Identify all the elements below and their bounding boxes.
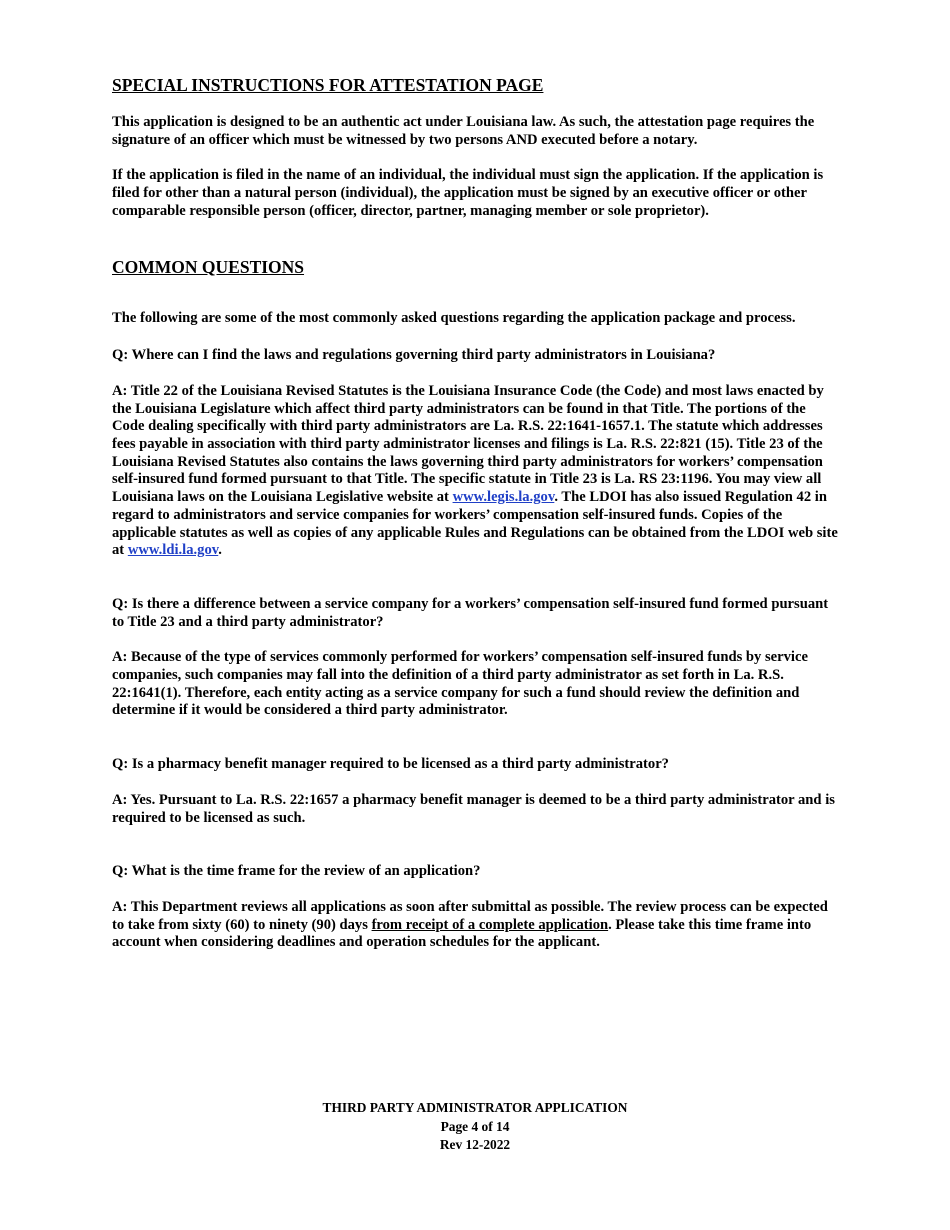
legis-website-link[interactable]: www.legis.la.gov (452, 489, 555, 506)
answer-4-text-a: A: This Department reviews all applications as soon after submittal as possible. The review process can be expected to take from sixty (60) to ninety (90) days (112, 898, 828, 933)
complete-application-emphasis: from receipt of a complete application (371, 916, 609, 933)
answer-3: A: Yes. Pursuant to La. R.S. 22:1657 a pharmacy benefit manager is deemed to be a third party administrator and is required to be licensed as such. (112, 791, 835, 826)
footer-page-number: Page 4 of 14 (440, 1118, 510, 1134)
answer-4 (112, 899, 840, 952)
special-instructions-p2: If the application is filed in the name of an individual, the individual must sign the application. If the application is filed for other than a natural person (individual), the application must be signed by an executive officer or other comparable responsible person (officer, director, partner, managing member or sole proprietor). (112, 167, 824, 219)
special-instructions-p1: This application is designed to be an authentic act under Louisiana law. As such, the attestation page requires the signature of an officer which must be witnessed by two persons AND executed before a notary. (112, 114, 815, 148)
common-questions-intro: The following are some of the most commonly asked questions regarding the application package and process. (112, 309, 796, 326)
footer-title: THIRD PARTY ADMINISTRATOR APPLICATION (322, 1100, 628, 1115)
question-2: Q: Is there a difference between a service company for a workers’ compensation self-insured fund formed pursuant to Title 23 and a third party administrator? (112, 595, 829, 630)
answer-1-text-a: A: Title 22 of the Louisiana Revised Statutes is the Louisiana Insurance Code (the Code) and most laws enacted by the Louisiana Legislature which affect third party administrators can be found in that Title. The portions of the Code dealing specifically with third party administrators are La. R.S. 22:1641-1657.1. The statute which addresses fees payable in association with third party administrator licenses and filings is La. R.S. 22:821 (15). Title 23 of the Louisiana Revised Statutes also contains the laws governing third party administrators for workers’ compensation self-insured fund formed pursuant to that Title. The specific statute in Title 23 is La. RS 23:1196. You may view all Louisiana laws on the Louisiana Legislative website at (112, 382, 824, 506)
ldi-website-link[interactable]: www.ldi.la.gov (127, 542, 219, 559)
question-3: Q: Is a pharmacy benefit manager required to be licensed as a third party administrator? (112, 756, 669, 773)
answer-2: A: Because of the type of services commonly performed for workers’ compensation self-insured funds by service companies, such companies may fall into the definition of a third party administrator as set forth in La. R.S. 22:1641(1). Therefore, each entity acting as a service company for such a fund should review the definition and determine if it would be considered a third party administrator. (112, 649, 808, 719)
common-questions-heading: COMMON QUESTIONS (112, 256, 305, 277)
question-1: Q: Where can I find the laws and regulations governing third party administrators in Louisiana? (112, 347, 716, 364)
footer-revision: Rev 12-2022 (439, 1137, 511, 1152)
document-body (112, 74, 840, 952)
special-instructions-heading: SPECIAL INSTRUCTIONS FOR ATTESTATION PAGE (112, 75, 544, 95)
answer-1-text-b: . The LDOI has also issued Regulation 42 in regard to administrators and service companies for workers’ compensation self-insured funds. Copies of the applicable statutes as well as copies of any applicable Rules and Regulations can be obtained from the LDOI web site at (112, 489, 838, 559)
page-footer (0, 1099, 950, 1155)
answer-1-text-c: . (218, 542, 222, 559)
question-4: Q: What is the time frame for the review of an application? (112, 863, 481, 880)
answer-4-text-b: . Please take this time frame into account when considering deadlines and operation schedules for the applicant. (112, 916, 812, 951)
answer-1 (112, 383, 840, 560)
